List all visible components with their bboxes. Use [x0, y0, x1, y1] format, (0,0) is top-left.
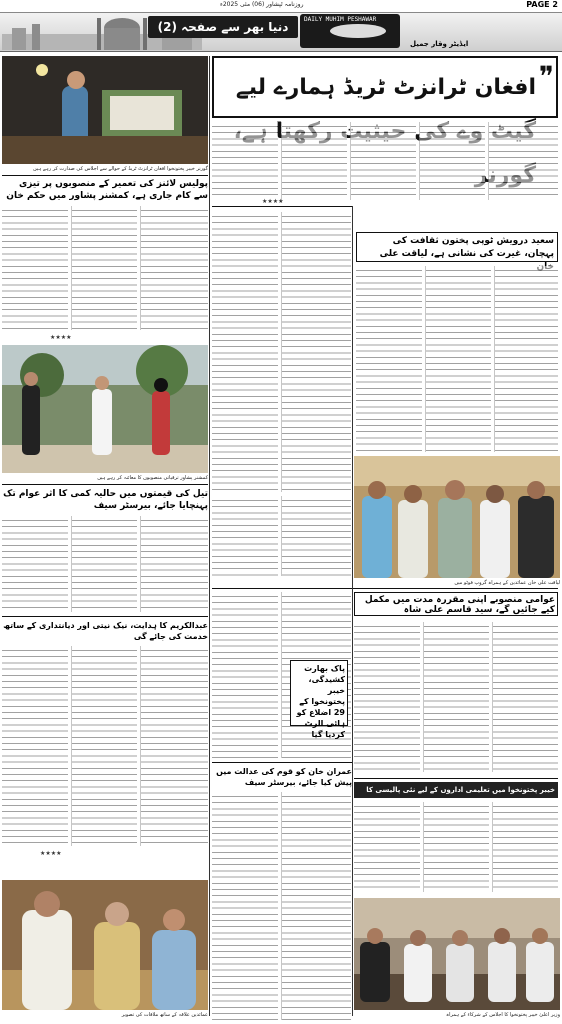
text-column — [281, 122, 347, 200]
stars-divider: ★★★★ — [50, 334, 72, 341]
text-column — [212, 212, 278, 492]
text-column — [354, 802, 420, 892]
photo-middle-right — [354, 456, 560, 578]
article-headline: خیبر پختونخوا میں تعلیمی اداروں کے لیے نئی پالیسی کا — [354, 782, 558, 798]
caption-bottom-right: وزیر اعلیٰ خیبر پختونخوا کا اجلاس کے شرکاء کے ہمراہ — [446, 1012, 560, 1018]
text-column — [423, 622, 489, 772]
text-column — [488, 122, 558, 200]
text-column — [281, 496, 351, 576]
gutter-rule — [209, 56, 210, 1016]
text-column — [71, 516, 137, 612]
text-column — [140, 206, 208, 330]
article-headline: سعید درویش ٹوپی پختون ثقافت کی پہچان، غیرت کی نشانی ہے، لیاقت علی — [356, 232, 558, 262]
logo-text: DAILY MUHIM PESHAWAR — [304, 16, 377, 23]
text-column — [423, 802, 489, 892]
divider — [2, 616, 208, 617]
top-bar — [0, 0, 562, 10]
text-column — [350, 122, 416, 200]
text-column — [212, 122, 278, 200]
article-headline: پولیس لائنز کی تعمیر کے منصوبوں پر تیزی سے کام جاری ہے، کمشنر پشاور میں حکم خان — [6, 179, 208, 201]
text-column — [2, 516, 68, 612]
text-column — [212, 592, 278, 758]
editor-label: ایڈیٹر وقار جمیل — [410, 40, 469, 48]
masthead-logo — [300, 14, 400, 48]
divider — [212, 762, 352, 763]
text-column — [212, 792, 278, 1020]
logo-swoosh-icon — [330, 24, 386, 38]
article-headline: عوامی منصوبے اپنی مقررہ مدت میں مکمل کیے جائیں گے، سید قاسم علی شاہ — [354, 592, 558, 616]
text-column — [356, 266, 422, 452]
text-column — [281, 792, 351, 1020]
text-column — [492, 802, 558, 892]
divider — [354, 778, 558, 779]
article-headline: عبدالکریم کا ہدایت، نیک نیتی اور دیانتداری کے ساتھ خدمت کی جائے گی — [3, 621, 208, 641]
text-column — [494, 266, 558, 452]
divider — [212, 588, 558, 589]
caption-top-left: گورنر خیبر پختونخوا افغان ٹرانزٹ ٹریڈ کے حوالے سے اجلاس کی صدارت کر رہے ہیں — [33, 166, 208, 172]
caption-middle-left: کمشنر پشاور ترقیاتی منصوبوں کا معائنہ کر رہے ہیں — [97, 475, 208, 481]
main-headline-box — [212, 56, 558, 118]
divider — [2, 175, 208, 176]
divider — [2, 484, 208, 485]
article-headline: تیل کی قیمتوں میں حالیہ کمی کا اثر عوام تک پہنچایا جائے، بیرسٹر سیف — [3, 489, 208, 511]
divider — [212, 206, 352, 207]
gutter-rule — [352, 206, 353, 1016]
page-number: PAGE 2 — [526, 0, 558, 9]
photo-top-left — [2, 56, 208, 164]
text-column — [212, 496, 278, 576]
text-column — [425, 266, 491, 452]
photo-middle-left — [2, 345, 208, 473]
text-column — [354, 622, 420, 772]
date-line: روزنامہ ٹپشاور (06) مئی 2025ء — [220, 1, 304, 8]
main-headline: افغان ٹرانزٹ ٹریڈ ہمارے لیے — [235, 75, 536, 100]
quote-icon: ❞ — [538, 60, 554, 93]
text-column — [140, 646, 208, 846]
text-column — [419, 122, 485, 200]
stars-divider: ★★★★ — [262, 198, 284, 205]
text-column — [281, 212, 351, 492]
stars-divider: ★★★★ — [40, 850, 62, 857]
photo-bottom-right — [354, 898, 560, 1010]
section-banner: دنیا بھر سے صفحہ (2) — [148, 16, 298, 38]
article-headline-highlight: پاک بھارت کشیدگی، خیبر پختونخوا کے 29 اضلاع کو ہائی الرٹ کردیا گیا — [290, 660, 348, 726]
caption-middle-right: لیاقت علی خان عمائدین کے ہمراہ گروپ فوٹو میں — [454, 580, 560, 586]
text-column — [71, 646, 137, 846]
text-column — [140, 516, 208, 612]
text-column — [2, 206, 68, 330]
photo-bottom-left — [2, 880, 208, 1010]
caption-bottom-left: عمائدین علاقہ کے ساتھ ملاقات کی تصویر — [121, 1012, 208, 1018]
text-column — [2, 646, 68, 846]
text-column — [71, 206, 137, 330]
article-headline: عمران خان کو قوم کی عدالت میں پیش کیا جائے، بیرسٹر سیف — [216, 767, 352, 787]
text-column — [492, 622, 558, 772]
